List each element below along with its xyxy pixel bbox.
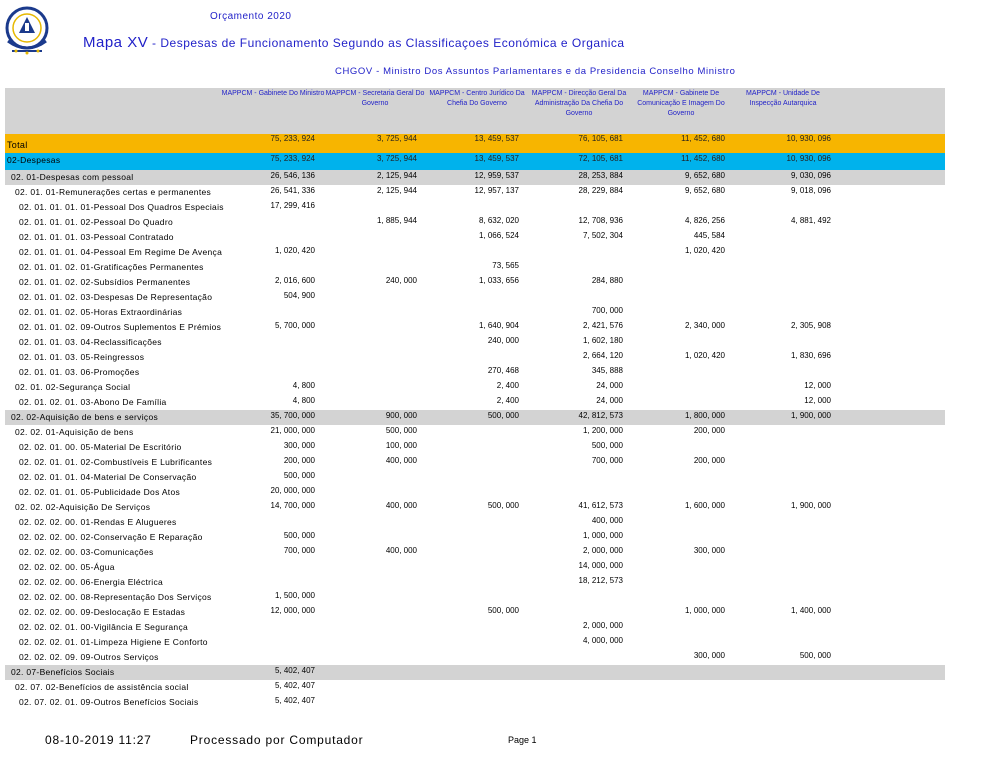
table-row [5, 425, 945, 440]
row-value: 2, 125, 944 [376, 186, 417, 195]
row-value: 700, 000 [591, 456, 623, 465]
row-value: 2, 016, 600 [274, 276, 315, 285]
table-body [5, 134, 945, 710]
row-value: 1, 066, 524 [478, 231, 519, 240]
row-value: 4, 000, 000 [582, 636, 623, 645]
row-value: 300, 000 [283, 441, 315, 450]
table-row [5, 215, 945, 230]
column-header: MAPPCM - Centro Jurídico Da Chefia Do Governo [429, 90, 525, 107]
cabo-verde-emblem [4, 5, 50, 57]
table-row [5, 440, 945, 455]
row-value: 700, 000 [283, 546, 315, 555]
column-header: MAPPCM - Direcção Geral Da Administração Da Chefia Do Governo [531, 90, 627, 117]
table-row [5, 245, 945, 260]
table-row [5, 380, 945, 395]
row-value: 300, 000 [693, 546, 725, 555]
row-value: 13, 459, 537 [474, 154, 519, 163]
row-value: 1, 885, 944 [376, 216, 417, 225]
row-label: 02. 02. 02. 00. 03-Comunicações [19, 547, 154, 557]
row-value: 300, 000 [693, 651, 725, 660]
table-row [5, 153, 945, 170]
row-label: 02. 01. 01. 01. 03-Pessoal Contratado [19, 232, 174, 242]
table-row [5, 410, 945, 425]
row-label: 02. 02. 02-Aquisição De Serviços [15, 502, 151, 512]
row-value: 445, 584 [693, 231, 725, 240]
row-value: 12, 959, 537 [474, 171, 519, 180]
row-value: 75, 233, 924 [270, 134, 315, 143]
row-label: 02. 01. 02. 01. 03-Abono De Família [19, 397, 167, 407]
row-label: 02. 02. 02. 00. 09-Deslocação E Estadas [19, 607, 186, 617]
table-row [5, 290, 945, 305]
row-value: 18, 212, 573 [578, 576, 623, 585]
row-value: 4, 826, 256 [684, 216, 725, 225]
table-row [5, 200, 945, 215]
row-value: 5, 700, 000 [274, 321, 315, 330]
row-value: 24, 000 [596, 381, 623, 390]
row-label: 02. 01. 01. 01. 04-Pessoal Em Regime De Avença [19, 247, 223, 257]
row-label: 02. 02. 02. 00. 06-Energia Eléctrica [19, 577, 164, 587]
table-row [5, 665, 945, 680]
table-row [5, 695, 945, 710]
row-value: 500, 000 [487, 606, 519, 615]
row-value: 4, 881, 492 [790, 216, 831, 225]
column-header: MAPPCM - Secretaria Geral Do Governo [325, 90, 425, 107]
table-row [5, 350, 945, 365]
column-header: MAPPCM - Gabinete De Comunicação E Imagem Do Governo [637, 90, 725, 117]
table-row [5, 635, 945, 650]
row-value: 72, 105, 681 [578, 154, 623, 163]
row-label: 02. 01. 01. 02. 01-Gratificações Permanentes [19, 262, 204, 272]
row-value: 500, 000 [385, 426, 417, 435]
row-value: 100, 000 [385, 441, 417, 450]
table-row [5, 470, 945, 485]
row-label: 02. 01. 01. 03. 06-Promoções [19, 367, 140, 377]
table-row [5, 455, 945, 470]
row-label: Total [7, 140, 28, 150]
row-value: 1, 020, 420 [274, 246, 315, 255]
row-value: 13, 459, 537 [474, 134, 519, 143]
row-value: 5, 402, 407 [274, 696, 315, 705]
row-value: 504, 900 [283, 291, 315, 300]
row-value: 12, 000 [804, 396, 831, 405]
table-row [5, 680, 945, 695]
table-row [5, 545, 945, 560]
row-value: 14, 000, 000 [578, 561, 623, 570]
row-value: 1, 400, 000 [790, 606, 831, 615]
row-value: 500, 000 [283, 531, 315, 540]
row-value: 900, 000 [385, 411, 417, 420]
table-row [5, 620, 945, 635]
row-value: 1, 033, 656 [478, 276, 519, 285]
row-value: 73, 565 [492, 261, 519, 270]
row-label: 02. 01. 02-Segurança Social [15, 382, 131, 392]
row-value: 11, 452, 680 [681, 154, 725, 163]
row-value: 1, 500, 000 [274, 591, 315, 600]
row-value: 3, 725, 944 [376, 154, 417, 163]
row-value: 1, 200, 000 [582, 426, 623, 435]
row-label: 02. 02. 01-Aquisição de bens [15, 427, 134, 437]
table-row [5, 320, 945, 335]
row-value: 1, 020, 420 [684, 351, 725, 360]
row-value: 35, 700, 000 [270, 411, 315, 420]
row-label: 02. 01. 01. 02. 09-Outros Suplementos E Prémios [19, 322, 222, 332]
row-value: 1, 900, 000 [790, 501, 831, 510]
table-row [5, 560, 945, 575]
row-value: 12, 000 [804, 381, 831, 390]
row-value: 2, 400 [496, 396, 519, 405]
row-value: 2, 421, 576 [582, 321, 623, 330]
footer-processed: Processado por Computador [190, 733, 364, 747]
row-label: 02. 02. 02. 00. 05-Água [19, 562, 115, 572]
table-row [5, 650, 945, 665]
row-label: 02. 02. 02. 00. 02-Conservação E Reparação [19, 532, 203, 542]
row-label: 02. 01. 01. 03. 04-Reclassificações [19, 337, 162, 347]
table-header [5, 88, 945, 134]
row-value: 400, 000 [385, 501, 417, 510]
ministry-title: CHGOV - Ministro Dos Assuntos Parlamentares e da Presidencia Conselho Ministro [335, 66, 736, 77]
mapa-prefix: Mapa XV [83, 34, 149, 51]
row-label: 02. 01. 01. 01. 02-Pessoal Do Quadro [19, 217, 173, 227]
row-value: 1, 830, 696 [790, 351, 831, 360]
row-label: 02. 02. 02. 01. 01-Limpeza Higiene E Conforto [19, 637, 208, 647]
row-value: 10, 930, 096 [786, 134, 831, 143]
table-row [5, 575, 945, 590]
row-value: 400, 000 [385, 546, 417, 555]
row-value: 11, 452, 680 [681, 134, 725, 143]
row-value: 42, 812, 573 [578, 411, 623, 420]
table-row [5, 530, 945, 545]
row-value: 12, 708, 936 [578, 216, 623, 225]
row-value: 9, 652, 680 [684, 186, 725, 195]
table-row [5, 134, 945, 153]
row-value: 9, 652, 680 [684, 171, 725, 180]
row-value: 14, 700, 000 [270, 501, 315, 510]
row-value: 26, 546, 136 [270, 171, 315, 180]
row-value: 21, 000, 000 [270, 426, 315, 435]
row-value: 200, 000 [693, 426, 725, 435]
row-value: 1, 900, 000 [790, 411, 831, 420]
table-row [5, 515, 945, 530]
page-title [83, 34, 625, 51]
row-value: 5, 402, 407 [274, 681, 315, 690]
row-label: 02. 01. 01. 02. 05-Horas Extraordinárias [19, 307, 183, 317]
row-value: 500, 000 [799, 651, 831, 660]
row-value: 12, 957, 137 [474, 186, 519, 195]
row-value: 270, 468 [487, 366, 519, 375]
row-value: 20, 000, 000 [270, 486, 315, 495]
column-header: MAPPCM - Gabinete Do Ministro [221, 90, 325, 97]
row-value: 10, 930, 096 [786, 154, 831, 163]
table-row [5, 305, 945, 320]
row-label: 02. 01. 01. 03. 05-Reingressos [19, 352, 145, 362]
page-number: Page 1 [508, 735, 537, 745]
row-value: 1, 602, 180 [582, 336, 623, 345]
row-value: 284, 880 [591, 276, 623, 285]
row-label: 02. 01-Despesas com pessoal [11, 172, 134, 182]
mapa-title: - Despesas de Funcionamento Segundo as Classificaçoes Económica e Organica [148, 36, 625, 50]
row-value: 400, 000 [385, 456, 417, 465]
row-value: 8, 632, 020 [478, 216, 519, 225]
row-value: 2, 400 [496, 381, 519, 390]
row-value: 2, 000, 000 [582, 621, 623, 630]
row-label: 02. 07. 02. 01. 09-Outros Benefícios Sociais [19, 697, 199, 707]
row-value: 9, 030, 096 [790, 171, 831, 180]
row-value: 1, 640, 904 [478, 321, 519, 330]
table-row [5, 275, 945, 290]
row-value: 500, 000 [283, 471, 315, 480]
row-value: 28, 229, 884 [578, 186, 623, 195]
row-label: 02. 02. 02. 09. 09-Outros Serviços [19, 652, 159, 662]
row-value: 26, 541, 336 [270, 186, 315, 195]
row-value: 7, 502, 304 [582, 231, 623, 240]
row-value: 9, 018, 096 [790, 186, 831, 195]
table-row [5, 230, 945, 245]
row-value: 1, 000, 000 [582, 531, 623, 540]
row-label: 02. 02. 02. 01. 00-Vigilância E Segurança [19, 622, 189, 632]
footer-date: 08-10-2019 11:27 [45, 733, 152, 747]
row-value: 4, 800 [292, 381, 315, 390]
row-value: 76, 105, 681 [578, 134, 623, 143]
table-row [5, 170, 945, 185]
table-row [5, 185, 945, 200]
row-value: 28, 253, 884 [578, 171, 623, 180]
budget-year: Orçamento 2020 [210, 11, 292, 22]
row-label: 02. 02. 01. 00. 05-Material De Escritório [19, 442, 182, 452]
table-row [5, 365, 945, 380]
row-value: 1, 020, 420 [684, 246, 725, 255]
table-row [5, 605, 945, 620]
row-value: 500, 000 [487, 411, 519, 420]
row-label: 02. 01. 01. 01. 01-Pessoal Dos Quadros Especiais [19, 202, 224, 212]
row-value: 3, 725, 944 [376, 134, 417, 143]
row-value: 17, 299, 416 [270, 201, 315, 210]
row-value: 12, 000, 000 [270, 606, 315, 615]
row-value: 2, 664, 120 [582, 351, 623, 360]
row-label: 02. 02-Aquisição de bens e serviços [11, 412, 159, 422]
row-value: 5, 402, 407 [274, 666, 315, 675]
row-value: 75, 233, 924 [270, 154, 315, 163]
column-header: MAPPCM - Unidade De Inspecção Autarquica [746, 90, 820, 107]
row-label: 02. 02. 02. 00. 01-Rendas E Alugueres [19, 517, 177, 527]
row-label: 02. 02. 02. 00. 08-Representação Dos Serviços [19, 592, 212, 602]
row-value: 2, 340, 000 [684, 321, 725, 330]
row-label: 02. 07. 02-Benefícios de assistência social [15, 682, 189, 692]
row-value: 2, 000, 000 [582, 546, 623, 555]
row-value: 500, 000 [487, 501, 519, 510]
row-value: 24, 000 [596, 396, 623, 405]
row-value: 240, 000 [385, 276, 417, 285]
row-value: 2, 125, 944 [376, 171, 417, 180]
row-label: 02. 02. 01. 01. 02-Combustíveis E Lubrificantes [19, 457, 213, 467]
table-row [5, 260, 945, 275]
budget-table [5, 88, 945, 710]
row-label: 02. 02. 01. 01. 05-Publicidade Dos Atos [19, 487, 181, 497]
row-value: 240, 000 [487, 336, 519, 345]
row-value: 700, 000 [591, 306, 623, 315]
row-value: 345, 888 [591, 366, 623, 375]
row-value: 400, 000 [591, 516, 623, 525]
row-label: 02-Despesas [7, 155, 61, 165]
row-value: 200, 000 [693, 456, 725, 465]
row-value: 1, 000, 000 [684, 606, 725, 615]
row-value: 41, 612, 573 [578, 501, 623, 510]
row-label: 02. 01. 01. 02. 03-Despesas De Representação [19, 292, 213, 302]
row-label: 02. 01. 01. 02. 02-Subsídios Permanentes [19, 277, 191, 287]
row-label: 02. 01. 01-Remunerações certas e permanentes [15, 187, 212, 197]
row-label: 02. 07-Benefícios Sociais [11, 667, 115, 677]
table-row [5, 500, 945, 515]
row-value: 4, 800 [292, 396, 315, 405]
table-row [5, 485, 945, 500]
row-value: 500, 000 [591, 441, 623, 450]
row-value: 2, 305, 908 [790, 321, 831, 330]
row-value: 200, 000 [283, 456, 315, 465]
row-value: 1, 600, 000 [684, 501, 725, 510]
table-row [5, 395, 945, 410]
row-label: 02. 02. 01. 01. 04-Material De Conservação [19, 472, 197, 482]
table-row [5, 590, 945, 605]
row-value: 1, 800, 000 [684, 411, 725, 420]
table-row [5, 335, 945, 350]
